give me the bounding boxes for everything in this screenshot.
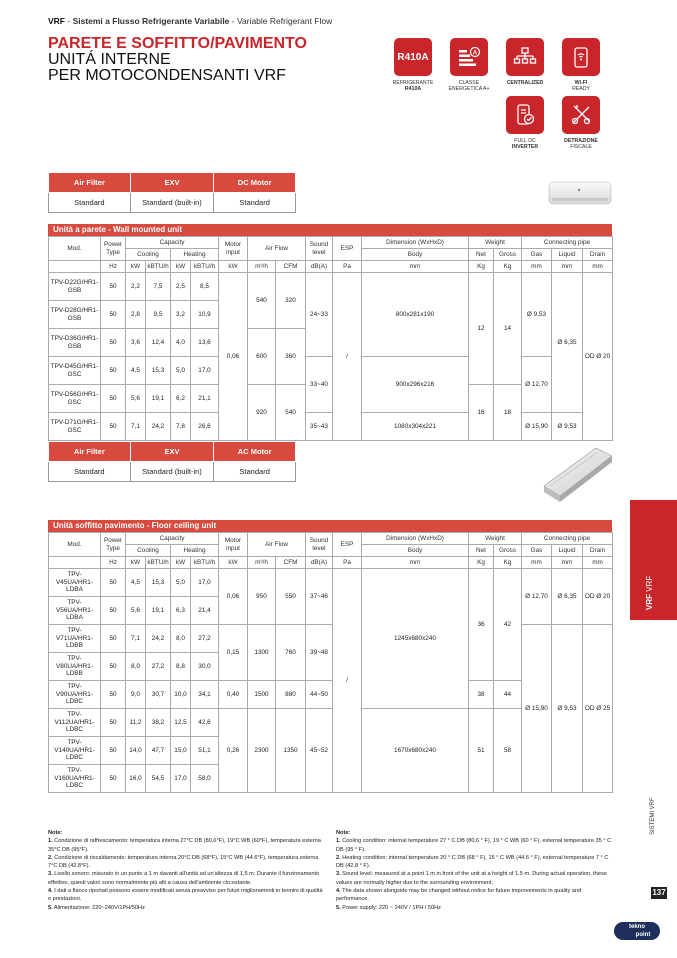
note-item: Livello sonoro: misurato in un punto a 1 m davanti all'unità ad un'altezza di 1,5 m. Durante il funzionamento effettivo, questi valori sono normalmente più alti a causa dell'ambiente circostante. (48, 871, 320, 886)
col-mod: Mod. (49, 237, 101, 261)
col-body: Body (362, 545, 469, 557)
cell-gas: Ø 15,90 (522, 413, 552, 441)
cell-sound: 44~50 (306, 681, 333, 709)
side-section-tab[interactable] (630, 500, 677, 620)
model-name: TPV-V45UA/HR1-LDBA (49, 569, 101, 597)
cell-heat-btu: 34,1 (191, 681, 219, 709)
cell-cool-btu: 38,2 (146, 709, 171, 737)
col-airflow: Air Flow (248, 533, 306, 557)
col-heating: Heating (171, 545, 219, 557)
col-gross: Gross (494, 249, 522, 261)
col-weight: Weight (469, 237, 522, 249)
cell-hz: 50 (101, 273, 126, 301)
feature-header: Air Filter (49, 442, 131, 462)
cell-cool-kw: 16,0 (126, 765, 146, 793)
cell-motor: 0,15 (219, 625, 248, 681)
cell-cool-btu: 54,5 (146, 765, 171, 793)
unit-cell: Kg (469, 261, 494, 273)
note-item: Sound level: measured at a point 1 m in front of the unit at a height of 1.5 m. During actual operation, these values are normally higher due to the surrounding environment. (336, 871, 607, 886)
cell-cool-btu: 19,1 (146, 597, 171, 625)
feature-table-wall (48, 172, 296, 213)
feature-header: AC Motor (214, 442, 296, 462)
notes-title: Note: (336, 830, 351, 836)
cell-hz: 50 (101, 681, 126, 709)
unit-cell: mm (552, 557, 583, 569)
col-gas: Gas (522, 545, 552, 557)
side-tab-bold: VRF (645, 594, 654, 610)
side-label: SISTEMI VRF (650, 797, 656, 835)
cell-cool-btu: 24,2 (146, 413, 171, 441)
unit-cell: m³/h (248, 261, 276, 273)
cell-gross: 18 (494, 385, 522, 441)
model-name: TPV-D45G/HR1-GSC (49, 357, 101, 385)
cell-hz: 50 (101, 569, 126, 597)
cell-net: 36 (469, 569, 494, 681)
note-item: Alimentazione: 220~240V/1PH/50Hz (53, 904, 145, 911)
cell-cool-kw: 7,1 (126, 413, 146, 441)
cell-af-m3: 2300 (248, 709, 276, 793)
cell-heat-kw: 4,0 (171, 329, 191, 357)
cell-heat-kw: 8,8 (171, 653, 191, 681)
cell-heat-btu: 13,6 (191, 329, 219, 357)
cell-heat-btu: 21,4 (191, 597, 219, 625)
wall-spec-table (48, 236, 613, 441)
centralized-icon: CENTRALIZED (502, 38, 548, 86)
cell-af-cfm: 1350 (276, 709, 306, 793)
cell-heat-kw: 17,0 (171, 765, 191, 793)
cell-cool-kw: 9,0 (126, 681, 146, 709)
cell-af-m3: 600 (248, 329, 276, 385)
notes-english: Note: 1. Cooling condition: internal temperature 27 ° C DB (80.6 ° F), 19 ° C WB (60 ° F), external temperature 35 ° C DB (95 ° F). 2. Heating condition: internal temperature 20 ° C DB (68 ° F), 15 ° C WB (44.6 ° F), external temperature 7 ° C DB (42.8 ° F). 3. Sound level: measured at a point 1 m in front of the unit at a height of 1.5 m. During actual operation, these values are normally higher due to the surrounding environment. 4. The data shown alongside may be changed without notice for future improvements in quality and performance. 5. Power supply: 220 ~ 240V / 1PH / 50Hz (336, 830, 612, 911)
unit-cell: CFM (276, 557, 306, 569)
model-name: TPV-V90UA/HR1-LDBC (49, 681, 101, 709)
cell-af-cfm: 540 (276, 385, 306, 441)
section-title-wall: Unità a parete - Wall mounted unit (48, 224, 612, 236)
cell-heat-btu: 21,1 (191, 385, 219, 413)
cell-liquid: Ø 6,35 (552, 273, 583, 413)
title-line-1: PARETE E SOFFITTO/PAVIMENTO (48, 35, 307, 52)
note-item: The data shown alongside may be changed without notice for future improvements in quality and performance. (336, 888, 582, 903)
model-name: TPV-V71UA/HR1-LDBB (49, 625, 101, 653)
cell-cool-kw: 14,0 (126, 737, 146, 765)
cell-hz: 50 (101, 625, 126, 653)
unit-cell: kW (171, 557, 191, 569)
cell-heat-kw: 8,0 (171, 625, 191, 653)
cell-gross: 42 (494, 569, 522, 681)
model-name: TPV-V140UA/HR1-LDBC (49, 737, 101, 765)
cell-af-m3: 540 (248, 273, 276, 329)
cell-cool-kw: 4,5 (126, 357, 146, 385)
tekno-point-logo: tekno point (614, 922, 660, 940)
col-dimension: Dimension (WxHxD) (362, 533, 469, 545)
cell-gross: 14 (494, 273, 522, 385)
cell-cool-kw: 2,2 (126, 273, 146, 301)
subtitle-en: Variable Refrigerant Flow (236, 16, 333, 26)
cell-af-m3: 920 (248, 385, 276, 441)
note-item: Condizione di raffrescamento: temperatura interna 27°C DB (80.6°F), 19°C WB (60°F), temperatura esterna 35°C DB (95°F). (48, 838, 321, 853)
cell-motor: 0,26 (219, 709, 248, 793)
col-capacity: Capacity (126, 533, 219, 545)
note-item: Power supply: 220 ~ 240V / 1PH / 50Hz (342, 904, 441, 911)
cell-cool-kw: 5,6 (126, 385, 146, 413)
unit-cell: kBTU/h (146, 261, 171, 273)
col-net: Net (469, 249, 494, 261)
model-name: TPV-D56G/HR1-GSC (49, 385, 101, 413)
side-tab-thin: VRF (645, 575, 654, 592)
col-power: Power Type (101, 237, 126, 261)
col-power: Power Type (101, 533, 126, 557)
cell-esp: / (333, 569, 362, 793)
floor-spec-table (48, 532, 613, 793)
note-item: Condizione di riscaldamento: temperatura interna 20°C DB (68°F), 15°C WB (44.6°F), temperatura esterna 7°C DB (42.8°F). (48, 854, 319, 870)
unit-cell: Hz (101, 261, 126, 273)
section-title-floor: Unità soffitto pavimento - Floor ceiling unit (48, 520, 612, 532)
cell-heat-kw: 3,2 (171, 301, 191, 329)
unit-cell: kBTU/h (146, 557, 171, 569)
note-item: Heating condition: internal temperature 20 ° C DB (68 ° F), 15 ° C WB (44.6 ° F), external temperature 7 ° C DB (42.8 ° F). (336, 854, 609, 870)
unit-cell: m³/h (248, 557, 276, 569)
unit-cell: kW (171, 261, 191, 273)
tax-deduction-icon: DETRAZIONE FISCALE (558, 96, 604, 150)
note-item: Cooling condition: internal temperature 27 ° C DB (80.6 ° F), 19 ° C WB (60 ° F), external temperature 35 ° C DB (95 ° F). (336, 838, 612, 853)
cell-cool-btu: 9,5 (146, 301, 171, 329)
cell-sound: 39~48 (306, 625, 333, 681)
cell-motor: 0,06 (219, 569, 248, 625)
cell-liquid: Ø 6,35 (552, 569, 583, 625)
cell-hz: 50 (101, 737, 126, 765)
cell-sound: 35~43 (306, 413, 333, 441)
unit-cell: Kg (494, 557, 522, 569)
col-esp: ESP (333, 237, 362, 261)
unit-cell: dB(A) (306, 261, 333, 273)
r410a-icon: R410A REFRIGERANTE R410A (390, 38, 436, 92)
cell-cool-btu: 15,3 (146, 569, 171, 597)
cell-sound: 33~40 (306, 357, 333, 413)
cell-heat-btu: 10,9 (191, 301, 219, 329)
feature-value: Standard (built-in) (130, 193, 214, 213)
cell-af-cfm: 550 (276, 569, 306, 625)
cell-cool-kw: 3,6 (126, 329, 146, 357)
cell-heat-kw: 6,3 (171, 597, 191, 625)
cell-af-cfm: 320 (276, 273, 306, 329)
cell-net: 16 (469, 385, 494, 441)
model-name: TPV-V112UA/HR1-LDBC (49, 709, 101, 737)
cell-heat-btu: 42,6 (191, 709, 219, 737)
unit-cell: mm (522, 557, 552, 569)
title-line-2: UNITÁ INTERNE (48, 51, 171, 68)
col-gas: Gas (522, 249, 552, 261)
unit-cell: mm (362, 557, 469, 569)
cell-heat-btu: 17,0 (191, 357, 219, 385)
col-mod: Mod. (49, 533, 101, 557)
model-name: TPV-D22G/HR1-GSB (49, 273, 101, 301)
col-weight: Weight (469, 533, 522, 545)
col-motor: Motor input (219, 237, 248, 261)
cell-af-cfm: 880 (276, 681, 306, 709)
feature-table-floor (48, 441, 296, 482)
col-liquid: Liquid (552, 545, 583, 557)
col-body: Body (362, 249, 469, 261)
feature-header: EXV (130, 173, 214, 193)
feature-value: Standard (built-in) (130, 462, 214, 482)
cell-hz: 50 (101, 597, 126, 625)
cell-sound: 24~33 (306, 273, 333, 357)
col-pipe: Connecting pipe (522, 237, 613, 249)
cell-cool-kw: 5,6 (126, 597, 146, 625)
cell-hz: 50 (101, 357, 126, 385)
note-item: I dati a fianco riportati possono essere modificati senza preavviso per futuri miglioramenti in termini di qualità e prestazioni. (48, 888, 323, 903)
unit-cell: Pa (333, 261, 362, 273)
col-sound: Sound level (306, 533, 333, 557)
col-esp: ESP (333, 533, 362, 557)
cell-drain: OD Ø 20 (583, 569, 613, 625)
col-airflow: Air Flow (248, 237, 306, 261)
col-cooling: Cooling (126, 545, 171, 557)
unit-cell: dB(A) (306, 557, 333, 569)
unit-cell: mm (583, 261, 613, 273)
cell-cool-kw: 7,1 (126, 625, 146, 653)
model-name: TPV-D71G/HR1-GSC (49, 413, 101, 441)
title-line-3: PER MOTOCONDENSANTI VRF (48, 67, 286, 84)
cell-hz: 50 (101, 301, 126, 329)
cell-dim: 1245x680x240 (362, 569, 469, 709)
cell-cool-kw: 8,0 (126, 653, 146, 681)
col-dimension: Dimension (WxHxD) (362, 237, 469, 249)
cell-dim: 1080x304x221 (362, 413, 469, 441)
cell-sound: 37~46 (306, 569, 333, 625)
cell-heat-btu: 58,0 (191, 765, 219, 793)
section-label: VRF (48, 16, 65, 26)
subtitle-it: Sistemi a Flusso Refrigerante Variabile (72, 16, 230, 26)
col-drain: Drain (583, 545, 613, 557)
col-heating: Heating (171, 249, 219, 261)
cell-af-cfm: 360 (276, 329, 306, 385)
cell-heat-btu: 51,1 (191, 737, 219, 765)
unit-cell: Hz (101, 557, 126, 569)
cell-gas: Ø 9,53 (522, 273, 552, 357)
col-sound: Sound level (306, 237, 333, 261)
col-net: Net (469, 545, 494, 557)
cell-heat-btu: 17,0 (191, 569, 219, 597)
cell-heat-kw: 5,0 (171, 569, 191, 597)
cell-heat-kw: 5,0 (171, 357, 191, 385)
cell-cool-btu: 12,4 (146, 329, 171, 357)
page-number: 137 (652, 888, 666, 897)
cell-heat-kw: 10,0 (171, 681, 191, 709)
feature-value: Standard (214, 462, 296, 482)
cell-cool-btu: 19,1 (146, 385, 171, 413)
cell-liquid: Ø 9,53 (552, 413, 583, 441)
unit-cell: kBTU/h (191, 557, 219, 569)
cell-dim: 1670x680x240 (362, 709, 469, 793)
cell-heat-kw: 7,8 (171, 413, 191, 441)
cell-heat-kw: 12,5 (171, 709, 191, 737)
cell-drain: OD Ø 25 (583, 625, 613, 793)
cell-dim: 900x296x216 (362, 357, 469, 413)
cell-heat-kw: 15,0 (171, 737, 191, 765)
cell-hz: 50 (101, 385, 126, 413)
full-dc-inverter-icon: FULL DC INVERTER (502, 96, 548, 150)
cell-heat-btu: 30,0 (191, 653, 219, 681)
cell-cool-btu: 15,3 (146, 357, 171, 385)
model-name: TPV-D36G/HR1-GSB (49, 329, 101, 357)
cell-liquid: Ø 9,53 (552, 625, 583, 793)
wifi-icon: WI-FI READY (558, 38, 604, 92)
cell-net: 51 (469, 709, 494, 793)
feature-header: DC Motor (214, 173, 296, 193)
cell-gross: 58 (494, 709, 522, 793)
unit-cell: Pa (333, 557, 362, 569)
unit-cell: mm (552, 261, 583, 273)
unit-cell: Kg (494, 261, 522, 273)
cell-gas: Ø 15,90 (522, 625, 552, 793)
col-liquid: Liquid (552, 249, 583, 261)
cell-cool-kw: 11,2 (126, 709, 146, 737)
cell-hz: 50 (101, 413, 126, 441)
cell-hz: 50 (101, 709, 126, 737)
cell-heat-kw: 6,2 (171, 385, 191, 413)
unit-cell: mm (362, 261, 469, 273)
col-drain: Drain (583, 249, 613, 261)
cell-dim: 800x281x190 (362, 273, 469, 357)
cell-cool-btu: 24,2 (146, 625, 171, 653)
model-name: TPV-D28G/HR1-GSB (49, 301, 101, 329)
unit-cell: kW (126, 557, 146, 569)
cell-motor: 0,06 (219, 273, 248, 441)
cell-net: 12 (469, 273, 494, 385)
unit-empty (49, 557, 101, 569)
cell-cool-btu: 47,7 (146, 737, 171, 765)
col-gross: Gross (494, 545, 522, 557)
cell-esp: / (333, 273, 362, 441)
feature-header: Air Filter (49, 173, 131, 193)
col-pipe: Connecting pipe (522, 533, 613, 545)
unit-cell: Kg (469, 557, 494, 569)
notes-italian: Note: 1. Condizione di raffrescamento: temperatura interna 27°C DB (80.6°F), 19°C WB (60°F), temperatura esterna 35°C DB (95°F). 2. Condizione di riscaldamento: temperatura interna 20°C DB (68°F), 15°C WB (44.6°F), temperatura esterna 7°C DB (42.8°F). 3. Livello sonoro: misurato in un punto a 1 m davanti all'unità ad un'altezza di 1,5 m. Durante il funzionamento effettivo, questi valori sono normalmente più alti a causa dell'ambiente circostante. 4. I dati a fianco riportati possono essere modificati senza preavviso per futuri miglioramenti in termini di qualità e prestazioni. 5. Alimentazione: 220~240V/1PH/50Hz (48, 830, 323, 911)
cell-net: 38 (469, 681, 494, 709)
unit-cell: kW (219, 557, 248, 569)
cell-heat-btu: 8,5 (191, 273, 219, 301)
cell-cool-btu: 7,5 (146, 273, 171, 301)
energy-class-icon: A CLASSE ENERGETICA A+ (446, 38, 492, 92)
wall-unit-image (548, 180, 612, 213)
col-motor: Motor input (219, 533, 248, 557)
feature-value: Standard (49, 462, 131, 482)
cell-af-m3: 950 (248, 569, 276, 625)
cell-cool-kw: 2,8 (126, 301, 146, 329)
cell-hz: 50 (101, 329, 126, 357)
cell-gross: 44 (494, 681, 522, 709)
unit-empty (49, 261, 101, 273)
cell-hz: 50 (101, 653, 126, 681)
notes-title: Note: (48, 830, 63, 836)
cell-motor: 0,40 (219, 681, 248, 709)
col-capacity: Capacity (126, 237, 219, 249)
feature-value: Standard (214, 193, 296, 213)
col-cooling: Cooling (126, 249, 171, 261)
cell-heat-btu: 26,6 (191, 413, 219, 441)
feature-header: EXV (130, 442, 214, 462)
cell-cool-kw: 4,5 (126, 569, 146, 597)
cell-gas: Ø 12,70 (522, 357, 552, 413)
unit-cell: kBTU/h (191, 261, 219, 273)
floor-ceiling-unit-image (536, 440, 616, 515)
cell-gas: Ø 12,70 (522, 569, 552, 625)
model-name: TPV-V160UA/HR1-LDBC (49, 765, 101, 793)
unit-cell: kW (219, 261, 248, 273)
cell-sound: 45~52 (306, 709, 333, 793)
page-title (48, 36, 307, 84)
cell-cool-btu: 27,2 (146, 653, 171, 681)
model-name: TPV-V80UA/HR1-LDBB (49, 653, 101, 681)
cell-af-m3: 1500 (248, 681, 276, 709)
unit-cell: mm (522, 261, 552, 273)
unit-cell: mm (583, 557, 613, 569)
cell-cool-btu: 30,7 (146, 681, 171, 709)
unit-cell: CFM (276, 261, 306, 273)
svg-text:A: A (472, 50, 478, 57)
cell-heat-btu: 27,2 (191, 625, 219, 653)
unit-cell: kW (126, 261, 146, 273)
cell-hz: 50 (101, 765, 126, 793)
cell-af-m3: 1300 (248, 625, 276, 681)
cell-drain: OD Ø 20 (583, 273, 613, 441)
cell-heat-kw: 2,5 (171, 273, 191, 301)
top-breadcrumb: VRF - Sistemi a Flusso Refrigerante Variabile - Variable Refrigerant Flow (48, 16, 333, 26)
model-name: TPV-V56UA/HR1-LDBA (49, 597, 101, 625)
cell-af-cfm: 760 (276, 625, 306, 681)
feature-value: Standard (49, 193, 131, 213)
